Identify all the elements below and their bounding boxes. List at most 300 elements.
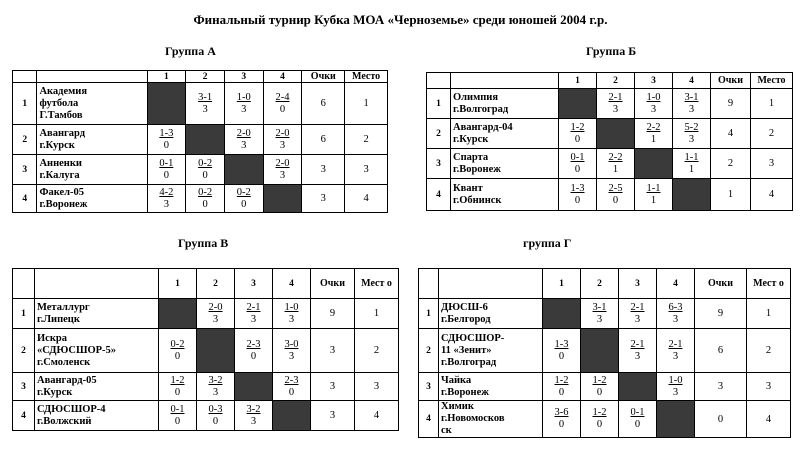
match-result	[235, 401, 273, 431]
match-points: 1	[612, 163, 619, 175]
match-points: 3	[612, 103, 619, 115]
self-match-cell	[159, 299, 197, 329]
team-name	[37, 125, 147, 155]
match-score: 0-2	[170, 338, 185, 350]
row-number: 3	[427, 149, 451, 179]
row-number: 2	[419, 329, 439, 373]
match-score: 2-2	[608, 151, 623, 163]
header-opponent-1: 1	[559, 73, 597, 89]
header-blank	[13, 71, 37, 83]
match-score: 1-1	[646, 182, 661, 194]
team-place: 3	[355, 373, 399, 401]
match-result	[597, 89, 635, 119]
match-score: 2-2	[646, 121, 661, 133]
team-place: 1	[747, 299, 791, 329]
self-match-cell	[186, 125, 225, 155]
match-points: 3	[650, 103, 657, 115]
match-score: 1-2	[570, 121, 585, 133]
match-result	[635, 89, 673, 119]
self-match-cell	[543, 299, 581, 329]
self-match-cell	[657, 401, 695, 438]
header-row	[419, 269, 791, 299]
header-place: Мест о	[747, 269, 791, 299]
match-points: 3	[250, 313, 257, 325]
match-result	[673, 89, 711, 119]
match-result	[657, 299, 695, 329]
group-a-title: Группа А	[165, 44, 216, 58]
match-score: 2-0	[236, 127, 251, 139]
match-points: 0	[634, 419, 641, 430]
team-place: 4	[345, 185, 388, 213]
team-name-line: Спарта	[453, 151, 489, 163]
row-number: 3	[13, 155, 37, 185]
header-blank	[419, 269, 439, 299]
team-points: 3	[311, 373, 355, 401]
match-result	[186, 83, 225, 125]
match-score: 1-2	[592, 374, 607, 386]
match-result	[619, 299, 657, 329]
match-result	[657, 329, 695, 373]
table-row	[13, 329, 399, 373]
match-points: 3	[241, 103, 247, 115]
team-name	[35, 373, 159, 401]
table-row	[427, 179, 793, 211]
self-match-cell	[559, 89, 597, 119]
header-blank	[13, 269, 35, 299]
match-score: 1-0	[284, 301, 299, 313]
match-result	[581, 373, 619, 401]
header-team-blank	[439, 269, 543, 299]
header-opponent-2: 2	[581, 269, 619, 299]
match-points: 0	[241, 198, 247, 210]
group-b-title: Группа Б	[586, 44, 637, 58]
team-points: 0	[695, 401, 747, 438]
team-name-line: г.Липецк	[37, 313, 80, 325]
match-result	[581, 401, 619, 438]
table-row	[419, 401, 791, 438]
match-result	[235, 299, 273, 329]
group-a-table	[12, 70, 388, 213]
match-score: 2-1	[246, 301, 261, 313]
header-opponent-4: 4	[657, 269, 695, 299]
team-name-line: «СДЮСШОР-5»	[37, 344, 117, 356]
match-points: 0	[279, 103, 286, 115]
self-match-cell	[263, 185, 302, 213]
self-match-cell	[581, 329, 619, 373]
match-result	[197, 401, 235, 431]
match-score: 4-2	[159, 186, 174, 198]
match-points: 0	[612, 194, 619, 206]
match-points: 3	[163, 198, 169, 210]
match-points: 0	[596, 386, 603, 398]
header-opponent-1: 1	[543, 269, 581, 299]
team-name	[439, 401, 543, 438]
match-result	[147, 155, 186, 185]
match-points: 3	[672, 313, 679, 325]
team-name	[451, 179, 559, 211]
match-result	[559, 149, 597, 179]
match-points: 3	[288, 313, 295, 325]
row-number: 2	[13, 329, 35, 373]
match-result	[197, 299, 235, 329]
team-name-line: г.Курск	[39, 139, 75, 151]
team-name-line: Искра	[37, 332, 67, 344]
self-match-cell	[673, 179, 711, 211]
header-row	[427, 73, 793, 89]
team-name	[37, 155, 147, 185]
team-name-line: Академия	[39, 85, 88, 97]
match-result	[657, 373, 695, 401]
match-result	[673, 119, 711, 149]
team-place: 1	[751, 89, 793, 119]
match-score: 1-0	[236, 91, 251, 103]
match-score: 2-1	[630, 338, 645, 350]
match-points: 0	[558, 419, 565, 430]
self-match-cell	[619, 373, 657, 401]
header-opponent-3: 3	[235, 269, 273, 299]
match-points: 0	[202, 198, 208, 210]
table-row	[427, 119, 793, 149]
match-points: 0	[174, 350, 181, 362]
team-name-line: Металлург	[37, 301, 90, 313]
row-number: 4	[13, 401, 35, 431]
row-number: 3	[419, 373, 439, 401]
header-place: Место	[345, 71, 388, 83]
self-match-cell	[235, 373, 273, 401]
match-points: 3	[672, 386, 679, 398]
team-points: 1	[711, 179, 751, 211]
match-points: 0	[574, 163, 581, 175]
team-place: 4	[751, 179, 793, 211]
table-row	[13, 125, 388, 155]
match-result	[581, 299, 619, 329]
team-name-line: Авангард-05	[37, 374, 97, 386]
team-name-line: г.Воронеж	[453, 163, 501, 175]
match-points: 0	[288, 386, 295, 398]
match-points: 0	[212, 415, 219, 427]
header-opponent-3: 3	[635, 73, 673, 89]
match-score: 2-0	[208, 301, 223, 313]
match-result	[673, 149, 711, 179]
team-name-line: г.Волгоград	[441, 356, 497, 368]
match-result	[263, 125, 302, 155]
header-row	[13, 71, 388, 83]
match-score: 2-0	[275, 127, 290, 139]
match-result	[263, 83, 302, 125]
match-points: 3	[212, 386, 219, 398]
header-points: Очки	[302, 71, 345, 83]
header-team-blank	[37, 71, 147, 83]
header-opponent-1: 1	[147, 71, 186, 83]
team-name	[439, 329, 543, 373]
group-v-table	[12, 268, 399, 431]
table-row	[13, 373, 399, 401]
team-name-line: Чайка	[441, 374, 472, 386]
match-result	[159, 401, 197, 431]
match-score: 2-3	[284, 374, 299, 386]
table-row	[13, 401, 399, 431]
header-team-blank	[35, 269, 159, 299]
match-result	[147, 185, 186, 213]
match-score: 6-3	[668, 301, 683, 313]
group-g-title: группа Г	[523, 236, 572, 250]
match-result	[186, 155, 225, 185]
self-match-cell	[197, 329, 235, 373]
team-name	[439, 373, 543, 401]
match-score: 0-2	[198, 157, 213, 169]
match-points: 3	[688, 133, 695, 145]
match-score: 1-0	[668, 374, 683, 386]
match-result	[186, 185, 225, 213]
table-row	[419, 329, 791, 373]
match-result	[159, 373, 197, 401]
header-blank	[427, 73, 451, 89]
match-points: 3	[212, 313, 219, 325]
team-name-line: Факел-05	[39, 186, 85, 198]
header-place: Мест о	[355, 269, 399, 299]
match-points: 0	[174, 415, 181, 427]
team-name-line: г.Калуга	[39, 169, 80, 181]
match-points: 0	[163, 139, 169, 151]
match-score: 0-2	[236, 186, 251, 198]
team-name	[35, 401, 159, 431]
team-points: 3	[302, 185, 345, 213]
match-result	[559, 119, 597, 149]
team-name-line: г.Курск	[37, 386, 73, 398]
match-result	[235, 329, 273, 373]
header-points: Очки	[711, 73, 751, 89]
team-name	[35, 329, 159, 373]
team-points: 6	[302, 125, 345, 155]
match-score: 1-0	[646, 91, 661, 103]
match-points: 1	[650, 133, 657, 145]
team-place: 3	[751, 149, 793, 179]
match-score: 2-1	[630, 301, 645, 313]
match-points: 3	[250, 415, 257, 427]
match-result	[619, 401, 657, 438]
header-opponent-3: 3	[619, 269, 657, 299]
match-score: 3-1	[198, 91, 213, 103]
team-name	[35, 299, 159, 329]
row-number: 2	[13, 125, 37, 155]
team-points: 6	[302, 83, 345, 125]
row-number: 1	[13, 83, 37, 125]
match-points: 3	[279, 139, 286, 151]
team-name	[439, 299, 543, 329]
team-name-line: Олимпия	[453, 91, 499, 103]
row-number: 4	[419, 401, 439, 438]
row-number: 3	[13, 373, 35, 401]
header-points: Очки	[695, 269, 747, 299]
row-number: 2	[427, 119, 451, 149]
team-place: 4	[747, 401, 791, 438]
match-score: 1-2	[554, 374, 569, 386]
match-result	[273, 373, 311, 401]
team-name-line: г.Курск	[453, 133, 489, 145]
match-result	[619, 329, 657, 373]
match-points: 0	[574, 133, 581, 145]
match-score: 2-4	[275, 91, 290, 103]
match-score: 3-2	[208, 374, 223, 386]
header-opponent-2: 2	[597, 73, 635, 89]
team-name-line: г.Воронеж	[441, 386, 489, 398]
match-score: 1-3	[554, 338, 569, 350]
match-points: 0	[250, 350, 257, 362]
row-number: 1	[427, 89, 451, 119]
team-place: 1	[345, 83, 388, 125]
match-score: 2-3	[246, 338, 261, 350]
match-result	[559, 179, 597, 211]
self-match-cell	[597, 119, 635, 149]
match-result	[273, 329, 311, 373]
page-title: Финальный турнир Кубка МОА «Черноземье» среди юношей 2004 г.р.	[193, 12, 608, 27]
row-number: 4	[427, 179, 451, 211]
match-score: 3-1	[684, 91, 699, 103]
header-points: Очки	[311, 269, 355, 299]
match-result	[197, 373, 235, 401]
header-opponent-4: 4	[263, 71, 302, 83]
match-score: 0-1	[570, 151, 585, 163]
table-row	[13, 299, 399, 329]
match-score: 2-5	[608, 182, 623, 194]
team-name-line: футбола	[39, 97, 79, 109]
match-score: 1-2	[170, 374, 185, 386]
match-score: 3-0	[284, 338, 299, 350]
self-match-cell	[273, 401, 311, 431]
match-points: 0	[163, 169, 169, 181]
team-place: 1	[355, 299, 399, 329]
header-opponent-2: 2	[186, 71, 225, 83]
table-row	[427, 89, 793, 119]
match-points: 3	[634, 313, 641, 325]
match-points: 0	[558, 386, 565, 398]
header-opponent-4: 4	[273, 269, 311, 299]
match-score: 5-2	[684, 121, 699, 133]
self-match-cell	[147, 83, 186, 125]
match-score: 0-2	[198, 186, 213, 198]
team-place: 2	[345, 125, 388, 155]
match-result	[159, 329, 197, 373]
table-row	[427, 149, 793, 179]
team-place: 4	[355, 401, 399, 431]
team-name-line: г.Волжский	[37, 415, 92, 427]
match-result	[597, 149, 635, 179]
team-name-line: Квант	[453, 182, 483, 194]
team-place: 2	[355, 329, 399, 373]
match-result	[273, 299, 311, 329]
team-place: 2	[747, 329, 791, 373]
match-score: 3-6	[554, 407, 569, 418]
row-number: 4	[13, 185, 37, 213]
group-v-title: Группа В	[178, 236, 229, 250]
team-place: 3	[747, 373, 791, 401]
team-name-line: Г.Тамбов	[39, 109, 83, 121]
team-name	[451, 119, 559, 149]
match-result	[147, 125, 186, 155]
header-opponent-3: 3	[224, 71, 263, 83]
team-points: 3	[311, 329, 355, 373]
self-match-cell	[635, 149, 673, 179]
match-score: 2-1	[608, 91, 623, 103]
match-score: 2-0	[275, 157, 290, 169]
match-score: 3-2	[246, 403, 261, 415]
team-name-line: г.Белгород	[441, 313, 491, 325]
row-number: 1	[419, 299, 439, 329]
group-b-table	[426, 72, 793, 211]
match-result	[224, 83, 263, 125]
match-score: 0-3	[208, 403, 223, 415]
match-result	[543, 401, 581, 438]
match-result	[224, 125, 263, 155]
match-points: 3	[672, 350, 679, 362]
team-name-line: г.Волгоград	[453, 103, 509, 115]
match-points: 0	[202, 169, 208, 181]
match-score: 0-1	[159, 157, 174, 169]
table-row	[13, 83, 388, 125]
match-points: 3	[279, 169, 286, 181]
table-row	[13, 185, 388, 213]
match-result	[635, 119, 673, 149]
team-name-line: Авангард	[39, 127, 86, 139]
team-name-line: ДЮСШ-6	[441, 301, 488, 313]
team-points: 9	[711, 89, 751, 119]
match-score: 2-1	[668, 338, 683, 350]
header-place: Место	[751, 73, 793, 89]
match-result	[635, 179, 673, 211]
team-points: 4	[711, 119, 751, 149]
team-name-line: СДЮСШОР-4	[37, 403, 106, 415]
row-number: 1	[13, 299, 35, 329]
team-points: 6	[695, 329, 747, 373]
team-name	[37, 185, 147, 213]
team-name-line: Химик	[441, 401, 474, 412]
match-points: 3	[688, 103, 695, 115]
team-name	[37, 83, 147, 125]
team-points: 3	[302, 155, 345, 185]
header-opponent-2: 2	[197, 269, 235, 299]
team-points: 9	[311, 299, 355, 329]
team-points: 9	[695, 299, 747, 329]
team-name-line: г.Воронеж	[39, 198, 88, 210]
match-result	[543, 329, 581, 373]
header-row	[13, 269, 399, 299]
match-points: 3	[596, 313, 603, 325]
match-points: 3	[202, 103, 208, 115]
match-points: 1	[688, 163, 695, 175]
match-score: 1-1	[684, 151, 699, 163]
team-name-line: СДЮСШОР-	[441, 332, 505, 344]
team-name-line: г.Новомосков	[441, 413, 505, 424]
team-name-line: ск	[441, 425, 452, 436]
match-points: 3	[634, 350, 641, 362]
team-name-line: г.Обнинск	[453, 194, 502, 206]
team-place: 3	[345, 155, 388, 185]
match-score: 3-1	[592, 301, 607, 313]
team-points: 2	[711, 149, 751, 179]
match-result	[263, 155, 302, 185]
team-points: 3	[695, 373, 747, 401]
table-row	[419, 373, 791, 401]
match-score: 0-1	[170, 403, 185, 415]
header-team-blank	[451, 73, 559, 89]
match-points: 0	[596, 419, 603, 430]
header-opponent-4: 4	[673, 73, 711, 89]
match-score: 1-3	[570, 182, 585, 194]
table-row	[13, 155, 388, 185]
match-points: 0	[574, 194, 581, 206]
team-name	[451, 149, 559, 179]
team-name-line: 11 «Зенит»	[441, 344, 492, 356]
